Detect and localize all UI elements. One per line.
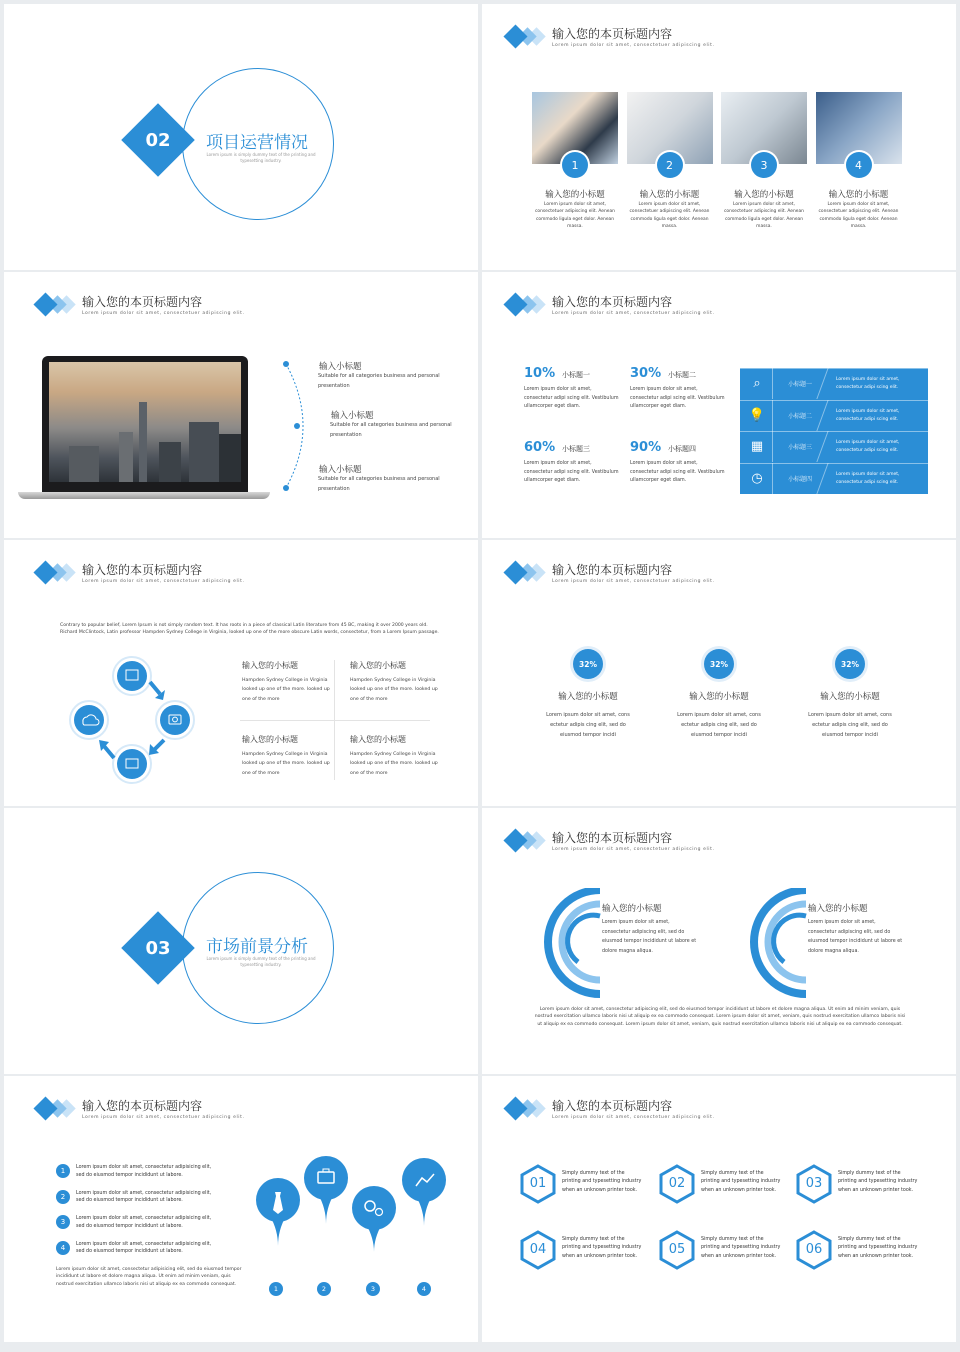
stat-label: 小标题三 [562, 445, 590, 453]
grid-line-h [240, 720, 430, 721]
bulb-icon: 💡 [748, 407, 766, 423]
list-text: Lorem ipsum dolor sit amet, consectetur adipisicing elit, sed do eiusmod tempor incididunt ut labore. [76, 1190, 212, 1204]
row-text: Lorem ipsum dolor sit amet, consectetur adipi scing elit. [836, 471, 900, 485]
item-text: Hampden Sydney College in Virginia looked up one of the more. looked up one of the more [242, 678, 330, 702]
header-subtitle: Lorem ipsum dolor sit amet, consectetuer adipiscing elit. [552, 579, 715, 584]
row-vline [772, 431, 773, 462]
section-subtitle: Lorem ipsum is simply dummy text of the printing and typesetting industry. [206, 956, 316, 967]
item-text: Suitable for all categories business and personal presentation [330, 422, 452, 438]
number-badge: 1 [562, 152, 588, 178]
header-title: 输入您的本页标题内容 [82, 295, 203, 309]
item-text: Lorem ipsum dolor sit amet, consectetuer adipiscing elit. Aenean commodo ligula eget dolor. Aenean massa. [629, 202, 710, 230]
timeline-dot [294, 423, 300, 429]
item-text: Lorem ipsum dolor sit amet, cons ectetur adipis cing elit, sed do eiusmod tempor incidi [808, 712, 892, 738]
item-text: Lorem ipsum dolor sit amet, consectetuer adipiscing elit. Aenean commodo ligula eget dolor. Aenean massa. [535, 202, 615, 230]
slide-arcs [482, 808, 956, 1074]
row-text: Lorem ipsum dolor sit amet, consectetur adipi scing elit. [836, 377, 900, 391]
pins-paragraph: Lorem ipsum dolor sit amet, consectetur adipisicing elit, sed do eiusmod tempor incididunt ut labore et dolore magna aliqua. Ut enim ad minim veniam, quis nostrud exercitation ullamco laboris nisi ut aliquip ex ea commodo consequat. [56, 1267, 242, 1287]
pins-graphic [252, 1156, 452, 1256]
item-text: Suitable for all categories business and personal presentation [318, 373, 440, 389]
section-number: 03 [145, 938, 171, 959]
number-badge: 2 [657, 152, 683, 178]
list-text: Lorem ipsum dolor sit amet, consectetur adipisicing elit, sed do eiusmod tempor incididunt ut labore. [76, 1216, 212, 1229]
item-title: 输入您的小标题 [545, 190, 605, 200]
list-text: Lorem ipsum dolor sit amet, consectetur adipisicing elit, sed do eiusmod tempor incididunt ut labore. [76, 1241, 212, 1255]
header-subtitle: Lorem ipsum dolor sit amet, consectetuer adipiscing elit. [82, 579, 245, 584]
hexagon-text: Simply dummy text of the printing and typesetting industry when an unknown printer took. [701, 1171, 781, 1193]
number-badge: 3 [751, 152, 777, 178]
item-title: 输入您的小标题 [808, 904, 868, 914]
slide-stats [482, 272, 956, 538]
hexagon-number: 05 [668, 1242, 686, 1257]
item-title: 输入您的小标题 [828, 190, 889, 200]
item-text: Lorem ipsum dolor sit amet, consectetur adipiscing elit, sed do eiusmod tempor incididunt ut labore et dolore magna aliqua. [602, 920, 697, 954]
list-text: Lorem ipsum dolor sit amet, consectetur adipisicing elit, sed do eiusmod tempor incididunt ut labore. [76, 1165, 212, 1178]
row-label: 小标题一 [788, 381, 813, 388]
row-vline [772, 368, 773, 399]
item-title: 输入您的小标题 [689, 692, 749, 702]
slide-laptop [4, 272, 478, 538]
item-title: 输入您的小标题 [602, 904, 662, 914]
hexagon-text: Simply dummy text of the printing and typesetting industry when an unknown printer took. [838, 1237, 918, 1259]
header-title: 输入您的本页标题内容 [82, 563, 203, 577]
list-number: 2 [56, 1190, 70, 1204]
info-table [740, 368, 928, 494]
hexagon-number: 03 [805, 1176, 823, 1191]
search-icon: ⌕ [753, 376, 761, 391]
item-text: Lorem ipsum dolor sit amet, consectetur adipiscing elit, sed do eiusmod tempor incididunt ut labore et dolore magna aliqua. [808, 920, 903, 954]
item-title: 输入您的小标题 [242, 661, 298, 670]
item-title: 输入您的小标题 [558, 692, 618, 702]
header-diamond-icon [33, 292, 57, 316]
list-number: 1 [56, 1164, 70, 1178]
section-number: 02 [145, 130, 171, 151]
header-title: 输入您的本页标题内容 [552, 563, 673, 577]
item-title: 输入您的小标题 [820, 692, 880, 702]
header-diamond-icon [503, 292, 527, 316]
hexagon-number: 01 [529, 1176, 547, 1191]
percent-circle: 32% [835, 649, 865, 679]
item-text: Hampden Sydney College in Virginia looked up one of the more. looked up one of the more [242, 752, 330, 776]
stat-percent: 10% [524, 366, 556, 381]
list-number: 3 [56, 1215, 70, 1229]
header-subtitle: Lorem ipsum dolor sit amet, consectetuer adipiscing elit. [552, 311, 715, 316]
timeline-dot [283, 485, 289, 491]
arc-graphic [744, 888, 814, 998]
pin-number: 3 [366, 1282, 380, 1296]
header-title: 输入您的本页标题内容 [552, 27, 673, 41]
header-diamond-icon [33, 1096, 57, 1120]
laptop-base [18, 492, 270, 499]
item-text: Hampden Sydney College in Virginia looked up one of the more. looked up one of the more [350, 678, 438, 702]
header-subtitle: Lorem ipsum dolor sit amet, consectetuer adipiscing elit. [82, 311, 245, 316]
item-title: 输入小标题 [319, 465, 362, 475]
hexagon-number: 02 [668, 1176, 686, 1191]
stat-percent: 90% [630, 440, 662, 455]
row-text: Lorem ipsum dolor sit amet, consectetur adipi scing elit. [836, 408, 900, 422]
header-diamond-icon [503, 24, 527, 48]
section-title: 市场前景分析 [206, 937, 308, 957]
header-subtitle: Lorem ipsum dolor sit amet, consectetuer adipiscing elit. [82, 1115, 245, 1120]
hexagon-text: Simply dummy text of the printing and typesetting industry when an unknown printer took. [562, 1237, 642, 1259]
header-diamond-icon [33, 560, 57, 584]
arc-graphic [538, 888, 608, 998]
hexagon-text: Simply dummy text of the printing and typesetting industry when an unknown printer took. [838, 1171, 918, 1193]
timeline-dot [283, 361, 289, 367]
pin-number: 2 [317, 1282, 331, 1296]
section-subtitle: Lorem ipsum is simply dummy text of the printing and typesetting industry. [206, 152, 316, 163]
header-diamond-icon [503, 1096, 527, 1120]
stat-text: Lorem ipsum dolor sit amet, consectetur adipi scing elit. Vestibulum ullamcorper eget diam. [630, 461, 725, 484]
stat-percent: 60% [524, 440, 556, 455]
item-title: 输入您的小标题 [242, 735, 298, 744]
row-vline [772, 463, 773, 494]
clock-icon: ◷ [751, 470, 763, 486]
slide-hexagons [482, 1076, 956, 1342]
row-label: 小标题三 [788, 444, 813, 451]
stat-text: Lorem ipsum dolor sit amet, consectetur adipi scing elit. Vestibulum ullamcorper eget diam. [524, 387, 619, 410]
item-title: 输入您的小标题 [350, 735, 406, 744]
percent-circle: 32% [573, 649, 603, 679]
item-title: 输入小标题 [319, 362, 362, 372]
hexagon-text: Simply dummy text of the printing and typesetting industry when an unknown printer took. [562, 1171, 642, 1193]
row-vline [772, 400, 773, 431]
stat-text: Lorem ipsum dolor sit amet, consectetur adipi scing elit. Vestibulum ullamcorper eget diam. [630, 387, 725, 410]
slide-cycle [4, 540, 478, 806]
slide-section-02 [4, 4, 478, 270]
header-subtitle: Lorem ipsum dolor sit amet, consectetuer adipiscing elit. [552, 43, 715, 48]
item-text: Suitable for all categories business and personal presentation [318, 476, 440, 492]
header-subtitle: Lorem ipsum dolor sit amet, consectetuer adipiscing elit. [552, 1115, 715, 1120]
header-diamond-icon [503, 828, 527, 852]
arc-paragraph: Lorem ipsum dolor sit amet, consectetur adipiscing elit, sed do eiusmod tempor incididunt ut labore et dolore magna aliqua. Ut enim ad minim veniam, quis nostrud exercitation ullamco laboris nisi ut aliquip ex ea commodo consequat. Lorem ipsum dolor sit amet, veniam, quis nostrud exercitation ullamco laboris nisi ut aliquip ex ea commodo consequat. Lorem ipsum dolor sit amet, veniam, quis nostrud exercitation ullamco laboris nisi ut aliquip ex ea commodo consequat. [534, 1007, 906, 1027]
hexagon-number: 04 [529, 1242, 547, 1257]
header-title: 输入您的本页标题内容 [552, 295, 673, 309]
calendar-icon: ▦ [750, 439, 764, 454]
number-badge: 4 [846, 152, 872, 178]
header-diamond-icon [503, 560, 527, 584]
pin-number: 4 [417, 1282, 431, 1296]
item-text: Lorem ipsum dolor sit amet, consectetuer adipiscing elit. Aenean commodo ligula eget dolor. Aenean massa. [818, 202, 899, 230]
stat-text: Lorem ipsum dolor sit amet, consectetur adipi scing elit. Vestibulum ullamcorper eget diam. [524, 461, 619, 484]
city-photo [49, 362, 241, 482]
header-title: 输入您的本页标题内容 [82, 1099, 203, 1113]
hexagon-text: Simply dummy text of the printing and typesetting industry when an unknown printer took. [701, 1237, 781, 1259]
pin-number: 1 [269, 1282, 283, 1296]
item-title: 输入您的小标题 [734, 190, 794, 200]
stat-label: 小标题二 [668, 371, 696, 379]
slide-pins [4, 1076, 478, 1342]
intro-paragraph: Contrary to popular belief, Lorem Ipsum is not simply random text. It has roots in a piece of classical Latin literature from 45 BC, making it over 2000 years old. Richard McClintock, Latin professor Hampden Sydney College in Virginia, looked up one of the more obscure Latin words, consectetur, from a Lorem Ipsum passage. [60, 623, 439, 636]
row-label: 小标题二 [788, 412, 813, 420]
row-label: 小标题四 [788, 475, 813, 483]
percent-circle: 32% [704, 649, 734, 679]
list-number: 4 [56, 1241, 70, 1255]
header-title: 输入您的本页标题内容 [552, 1099, 673, 1113]
header-subtitle: Lorem ipsum dolor sit amet, consectetuer adipiscing elit. [552, 847, 715, 852]
cycle-diagram [62, 652, 202, 786]
slide-section-03 [4, 808, 478, 1074]
item-text: Hampden Sydney College in Virginia looked up one of the more. looked up one of the more [350, 752, 438, 776]
slide-photos [482, 4, 956, 270]
row-text: Lorem ipsum dolor sit amet, consectetur adipi scing elit. [836, 440, 900, 454]
item-text: Lorem ipsum dolor sit amet, consectetuer adipiscing elit. Aenean commodo ligula eget dolor. Aenean massa. [724, 202, 804, 230]
section-title: 项目运营情况 [206, 133, 308, 153]
item-title: 输入您的小标题 [350, 661, 406, 670]
item-text: Lorem ipsum dolor sit amet, cons ectetur adipis cing elit, sed do eiusmod tempor incidi [546, 712, 630, 738]
header-title: 输入您的本页标题内容 [552, 831, 673, 845]
slide-percent [482, 540, 956, 806]
item-title: 输入您的小标题 [639, 190, 700, 200]
item-title: 输入小标题 [331, 411, 374, 421]
item-text: Lorem ipsum dolor sit amet, cons ectetur adipis cing elit, sed do eiusmod tempor incidi [677, 712, 761, 738]
timeline-arc [280, 356, 320, 496]
stat-label: 小标题一 [562, 371, 590, 379]
stat-label: 小标题四 [668, 445, 696, 453]
stat-percent: 30% [630, 366, 662, 381]
hexagon-number: 06 [805, 1242, 823, 1257]
laptop-image [42, 356, 248, 492]
